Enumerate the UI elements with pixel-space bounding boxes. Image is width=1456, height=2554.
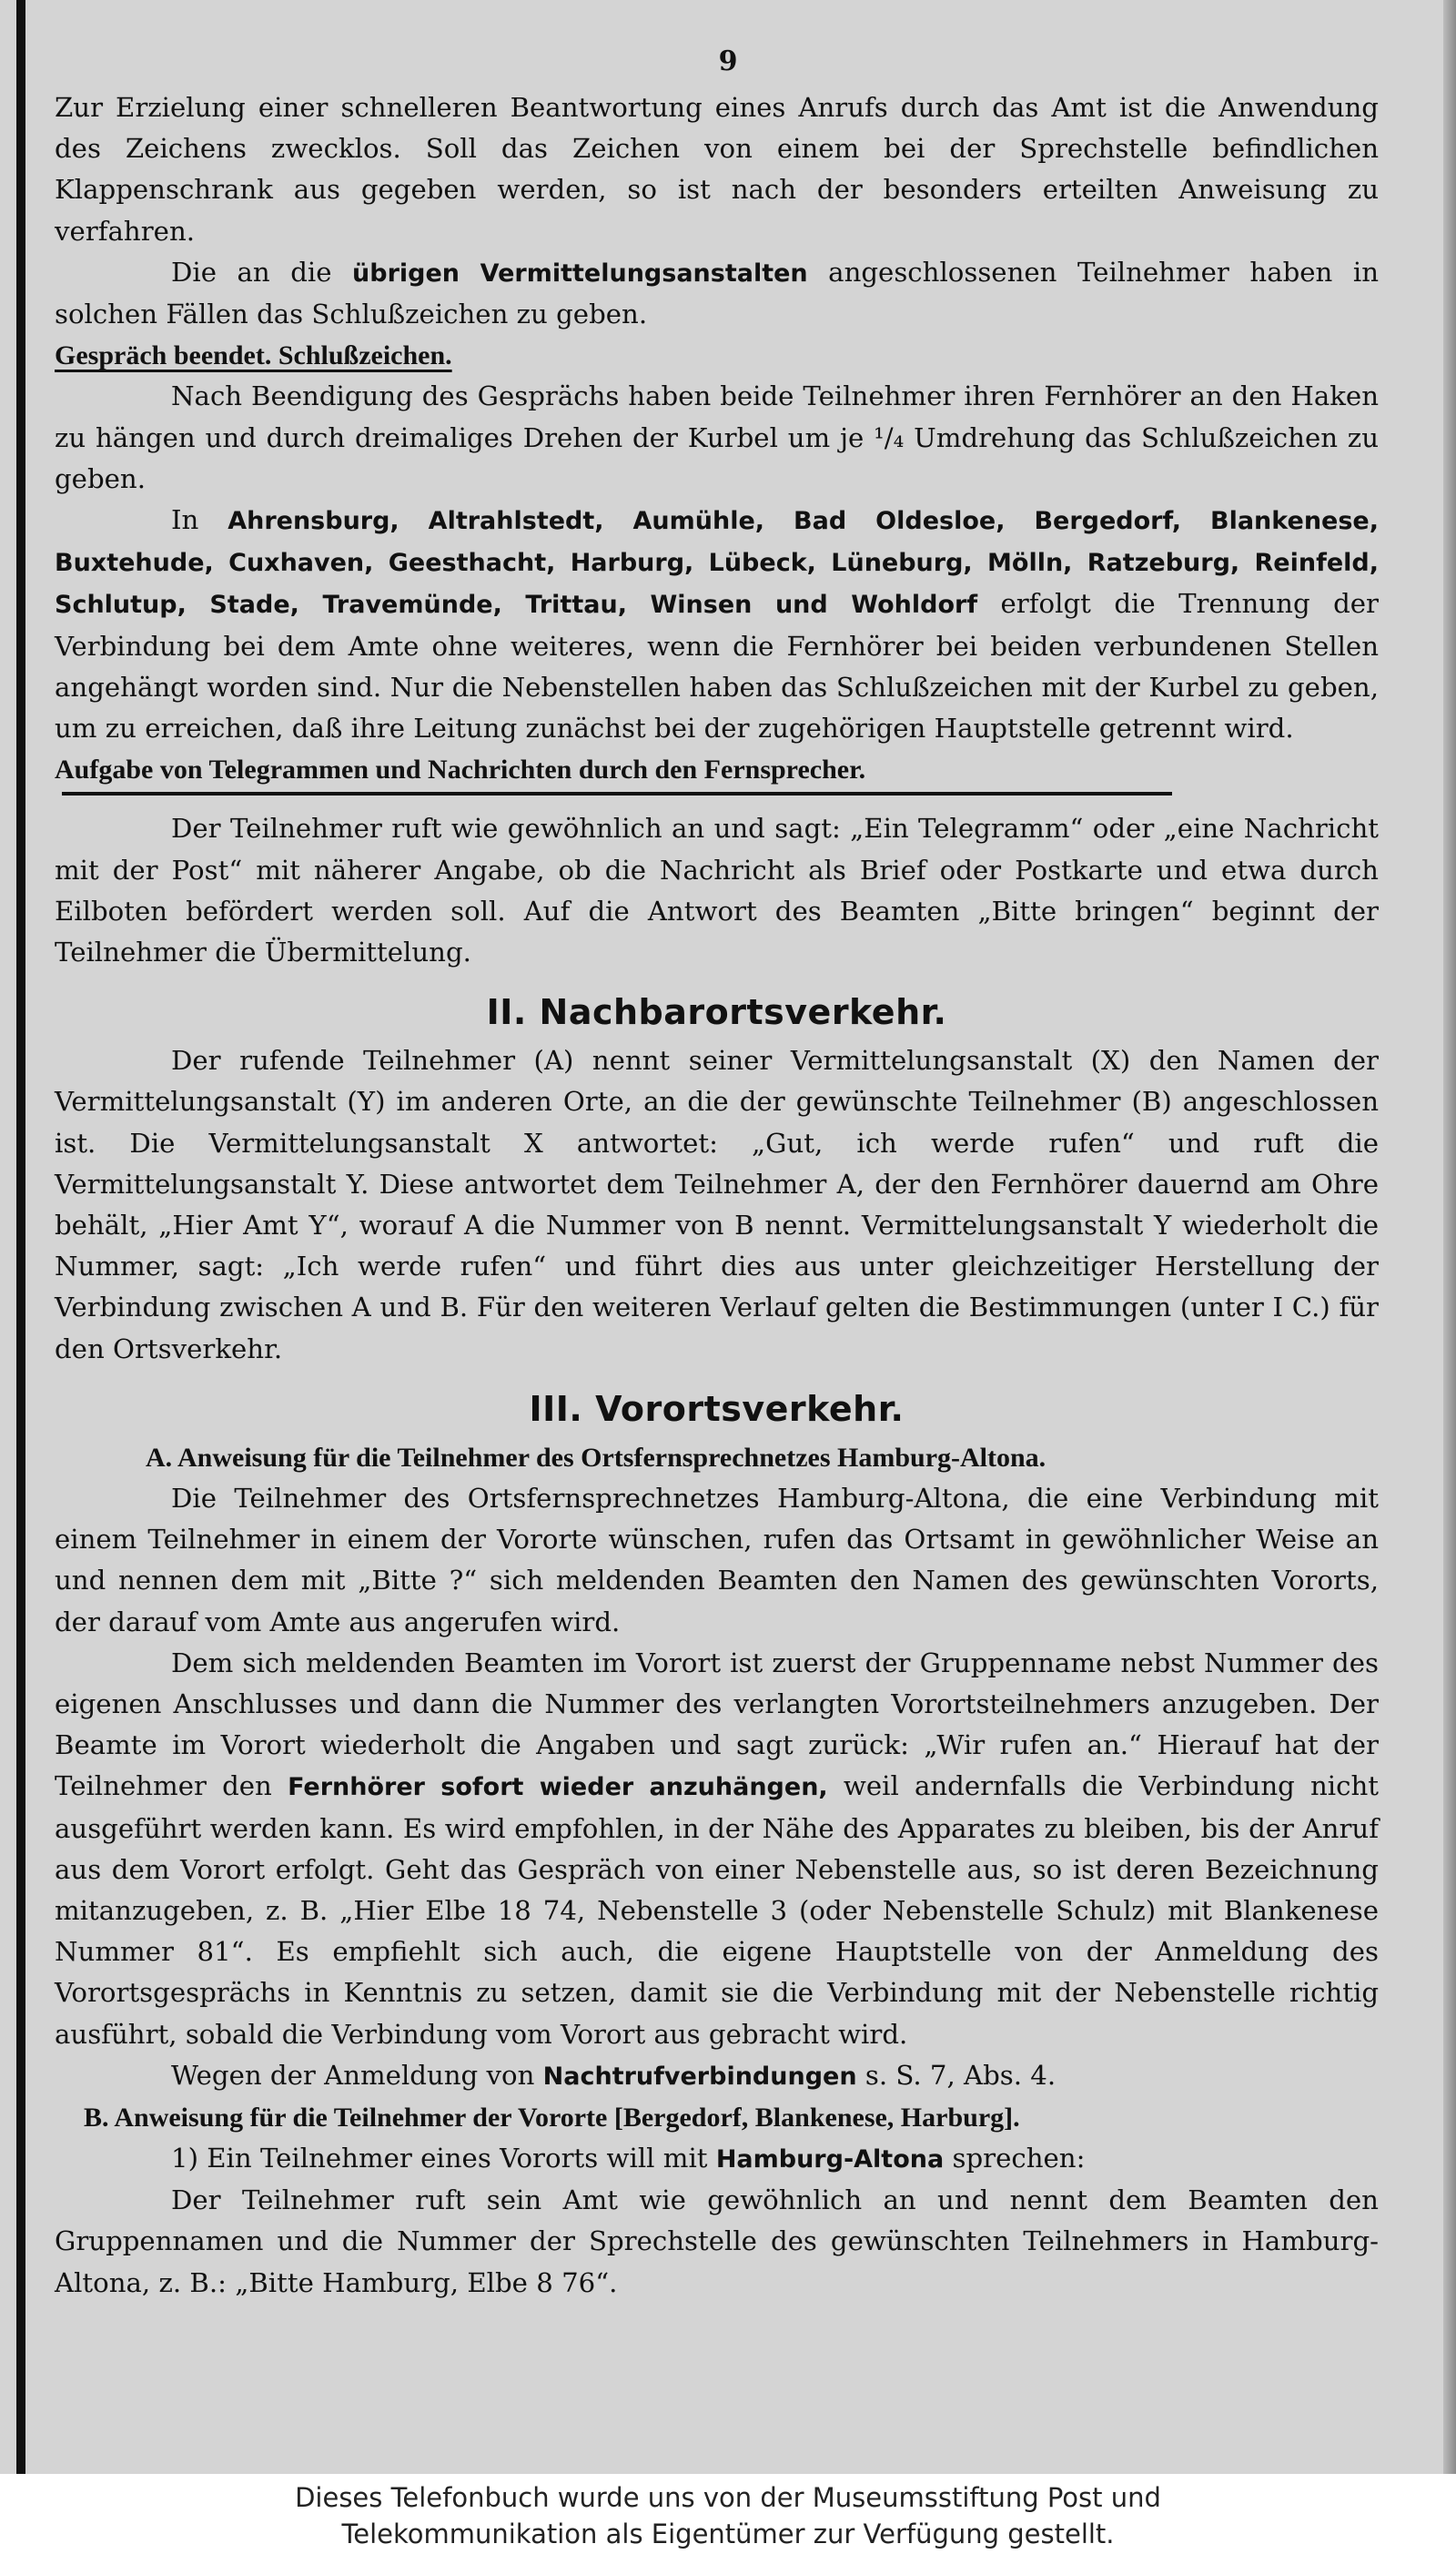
footer-line: Telekommunikation als Eigentümer zur Verfügung gestellt. [341, 2519, 1115, 2549]
paragraph: Zur Erzielung einer schnelleren Beantwortung eines Anrufs durch das Amt ist die Anwendung des Zeichens zwecklos. Soll das Zeichen von einem bei der Sprechstelle befindlichen Klappenschrank aus gegeben werden, so ist nach der besonders erteilten Anweisung zu verfahren. [55, 92, 1379, 247]
text-run: Wegen der Anmeldung von [171, 2059, 543, 2091]
paragraph: Der Teilnehmer ruft sein Amt wie gewöhnlich an und nennt dem Beamten den Gruppennamen und die Nummer der Sprechstelle des gewünschten Teilnehmers in Hamburg-Altona, z. B.: „Bitte Hamburg, Elbe 8 76“. [55, 2184, 1379, 2298]
emphasis: Ahrensburg, Altrahlstedt, Aumühle, Bad Oldesloe, Bergedorf, Blankenese, Buxtehude, Cuxhaven, Geesthacht, Harburg, Lübeck, Lüneburg, Mölln, Ratzeburg, Reinfeld, Schlutup, Stade, Travemünde, Trittau, Winsen und Wohldorf [55, 507, 1379, 620]
text-run: s. S. 7, Abs. 4. [856, 2059, 1057, 2091]
emphasis: übrigen Vermittelungsanstalten [352, 258, 808, 288]
paragraph: Der Teilnehmer ruft wie gewöhnlich an und sagt: „Ein Telegramm“ oder „eine Nachricht mit der Post“ mit näherer Angabe, ob die Nachricht als Brief oder Postkarte und etwa durch Eilboten befördert werden soll. Auf die Antwort des Beamten „Bitte bringen“ beginnt der Teilnehmer die Übermittelung. [55, 813, 1379, 968]
page-edge-shadow [16, 0, 25, 2474]
section-heading: Aufgabe von Telegrammen und Nachrichten durch den Fernsprecher. [55, 755, 866, 785]
paragraph: Der rufende Teilnehmer (A) nennt seiner Vermittelungsanstalt (X) den Namen der Vermittelungsanstalt (Y) im anderen Orte, an die der gewünschte Teilnehmer (B) angeschlossen ist. Die Vermittelungsanstalt X antwortet: „Gut, ich werde rufen“ und ruft die Vermittelungsanstalt Y. Diese antwortet dem Teilnehmer A, der den Fernhörer dauernd am Ohre behält, „Hier Amt Y“, worauf A die Nummer von B nennt. Vermittelungsanstalt Y wiederholt die Nummer, sagt: „Ich werde rufen“ und führt dies aus unter gleichzeitiger Herstellung der Verbindung zwischen A und B. Für den weiteren Verlauf gelten die Bestimmungen (unter I C.) für den Ortsverkehr. [55, 1045, 1379, 1364]
section-heading: Gespräch beendet. Schlußzeichen. [55, 340, 452, 371]
text-run: angeschlossenen Teilnehmer haben in solchen Fällen das Schlußzeichen zu geben. [55, 256, 1379, 330]
paragraph: Die Teilnehmer des Ortsfernsprechnetzes Hamburg-Altona, die eine Verbindung mit einem Teilnehmer in einem der Vororte wünschen, rufen das Ortsamt in gewöhnlicher Weise an und nennen dem mit „Bitte ?“ sich meldenden Beamten den Namen des gewünschten Vororts, der darauf vom Amte aus angerufen wird. [55, 1482, 1379, 1637]
paragraph [55, 2138, 1379, 2180]
emphasis: Fernhörer sofort wieder anzuhängen, [288, 1773, 828, 1802]
paragraph [55, 500, 1379, 749]
page-number: 9 [718, 46, 738, 77]
footer-line: Dieses Telefonbuch wurde uns von der Museumsstiftung Post und [295, 2482, 1161, 2513]
subsection-title: B. Anweisung für die Teilnehmer der Vororte [Bergedorf, Blankenese, Harburg]. [84, 2102, 1020, 2133]
text-run: weil andernfalls die Verbindung nicht ausgeführt werden kann. Es wird empfohlen, in der Nähe des Apparates zu bleiben, bis der Anruf aus dem Vorort erfolgt. Geht das Gespräch von einer Nebenstelle aus, so ist deren Bezeichnung mitanzugeben, z. B. „Hier Elbe 18 74, Nebenstelle 3 (oder Nebenstelle Schulz) mit Blankenese Nummer 81“. Es empfiehlt sich auch, die eigene Hauptstelle von der Anmeldung des Vorortsgesprächs in Kenntnis zu setzen, damit sie die Verbindung mit der Nebenstelle richtig ausführt, sobald die Verbindung vom Vorort aus gebracht wird. [55, 1770, 1380, 2050]
emphasis: Nachtrufverbindungen [542, 2062, 857, 2091]
subsection-title: A. Anweisung für die Teilnehmer des Ortsfernsprechnetzes Hamburg-Altona. [146, 1442, 1046, 1473]
text-run: Dem sich meldenden Beamten im Vorort ist zuerst der Gruppenname nebst Nummer des eigenen Anschlusses und dann die Nummer des verlangten Vorortsteilnehmers anzugeben. Der Beamte im Vorort wiederholt die Angaben und sagt zurück: „Wir rufen an.“ Hierauf hat der Teilnehmer den [55, 1647, 1379, 1802]
text-run: sprechen: [944, 2142, 1086, 2174]
text-run: erfolgt die Trennung der Verbindung bei dem Amte ohne weiteres, wenn die Fernhörer bei beiden verbundenen Stellen angehängt worden sind. Nur die Nebenstellen haben das Schlußzeichen mit der Kurbel zu geben, um zu erreichen, daß ihre Leitung zunächst bei der zugehörigen Hauptstelle getrennt wird. [55, 588, 1379, 745]
page-edge-right [1443, 0, 1456, 2474]
text-run: 1) Ein Teilnehmer eines Vororts will mit [171, 2142, 716, 2174]
paragraph [55, 252, 1379, 335]
paragraph: Nach Beendigung des Gesprächs haben beide Teilnehmer ihren Fernhörer an den Haken zu hängen und durch dreimaliges Drehen der Kurbel um je ¹/₄ Umdrehung das Schlußzeichen zu geben. [55, 380, 1379, 494]
divider [62, 792, 1172, 796]
footer-note [0, 2474, 1456, 2554]
paragraph [55, 2055, 1379, 2097]
section-title: III. Vorortsverkehr. [529, 1388, 905, 1429]
emphasis: Hamburg-Altona [715, 2144, 945, 2174]
text-run: In [171, 504, 228, 536]
text-run: Die an die [171, 256, 353, 288]
paragraph [55, 1643, 1379, 2055]
page-body [55, 87, 1379, 2304]
section-title: II. Nachbarortsverkehr. [486, 992, 947, 1033]
